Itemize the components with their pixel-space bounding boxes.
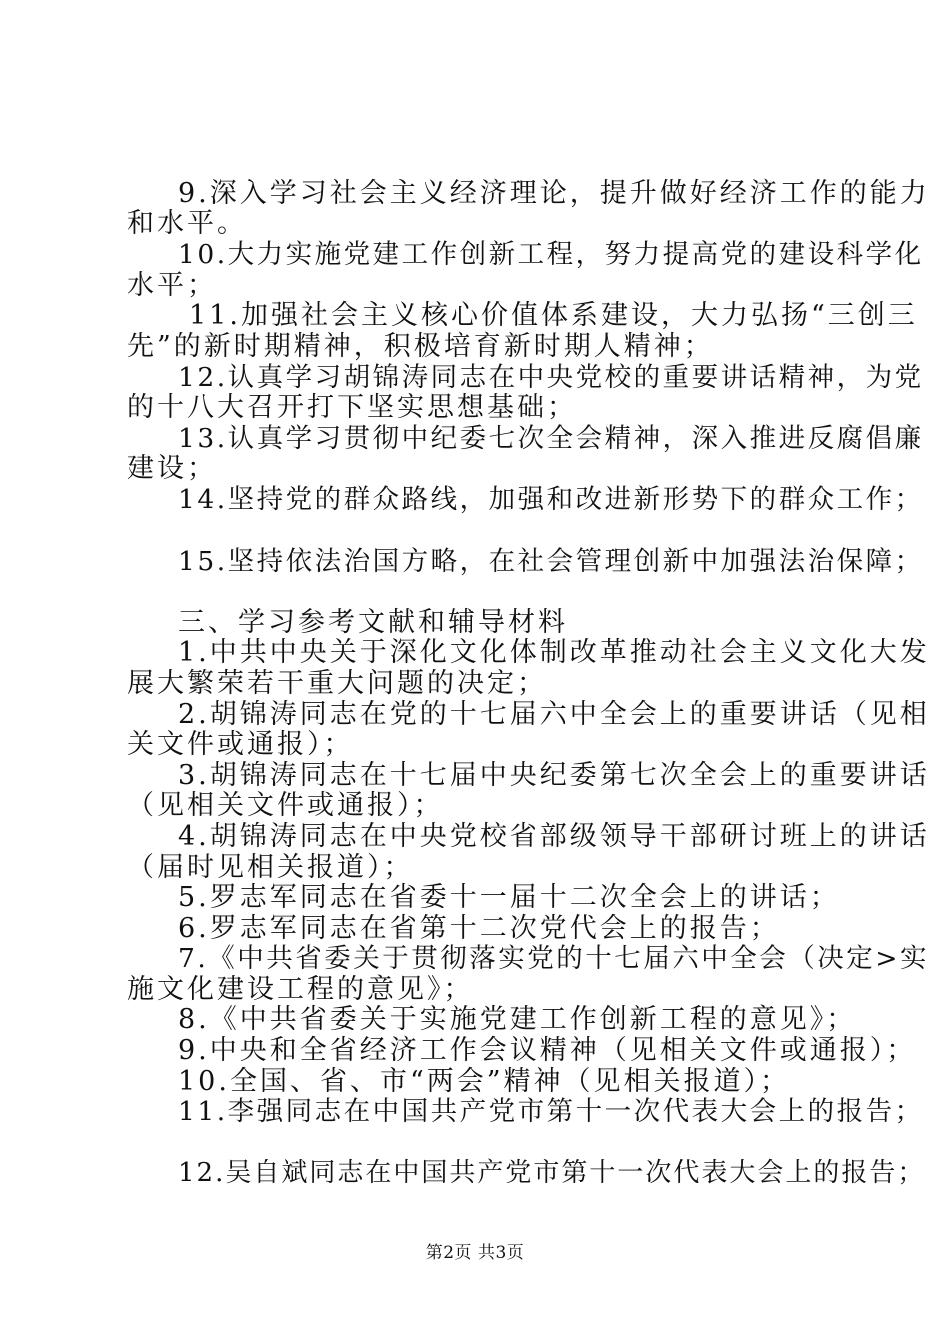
text-line: 9.深入学习社会主义经济理论，提升做好经济工作的能力 (178, 178, 930, 209)
text-line: 4.胡锦涛同志在中央党校省部级领导干部研讨班上的讲话 (178, 821, 930, 852)
text-line: 建设； (127, 453, 217, 484)
text-line: 先”的新时期精神，积极培育新时期人精神； (127, 331, 714, 362)
text-line: 10.大力实施党建工作创新工程，努力提高党的建设科学化 (178, 239, 924, 270)
text-line: 13.认真学习贯彻中纪委七次全会精神，深入推进反腐倡廉 (178, 423, 924, 454)
text-line: 5.罗志军同志在省委十一届十二次全会上的讲话； (178, 882, 840, 913)
text-line: 8.《中共省委关于实施党建工作创新工程的意见》； (178, 1004, 857, 1035)
section-heading: 三、学习参考文献和辅导材料 (178, 607, 568, 638)
text-line: 9.中央和全省经济工作会议精神（见相关文件或通报）； (178, 1035, 917, 1066)
text-line: 14.坚持党的群众路线，加强和改进新形势下的群众工作； (178, 484, 924, 515)
page-number-footer: 第2页 共3页 (425, 1243, 525, 1263)
text-line: 和水平。 (127, 208, 247, 239)
text-line: 11.加强社会主义核心价值体系建设，大力弘扬“三创三 (189, 300, 918, 331)
text-line: （届时见相关报道）； (127, 852, 414, 883)
text-line: 12.吴自斌同志在中国共产党市第十一次代表大会上的报告； (178, 1158, 926, 1188)
text-line: 1.中共中央关于深化文化体制改革推动社会主义文化大发 (178, 637, 930, 668)
text-line: 3.胡锦涛同志在十七届中央纪委第七次全会上的重要讲话 (178, 760, 930, 791)
text-line: 的十八大召开打下坚实思想基础； (127, 392, 577, 423)
text-line: 2.胡锦涛同志在党的十七届六中全会上的重要讲话（见相 (178, 699, 930, 730)
text-line: 11.李强同志在中国共产党市第十一次代表大会上的报告； (178, 1096, 924, 1127)
text-line: 6.罗志军同志在省第十二次党代会上的报告； (178, 913, 780, 944)
text-line: 施文化建设工程的意见》； (127, 974, 474, 1005)
text-line: 展大繁荣若干重大问题的决定； (127, 668, 547, 699)
text-line: 水平； (127, 270, 217, 301)
text-line: 10.全国、省、市“两会”精神（见相关报道）； (178, 1066, 791, 1097)
text-line: （见相关文件或通报）； (127, 790, 444, 821)
text-line: 7.《中共省委关于贯彻落实党的十七届六中全会（决定>实 (178, 943, 929, 974)
text-line: 关文件或通报）； (127, 729, 354, 760)
text-line: 12.认真学习胡锦涛同志在中央党校的重要讲话精神，为党 (178, 362, 924, 393)
text-line: 15.坚持依法治国方略，在社会管理创新中加强法治保障； (178, 546, 924, 577)
